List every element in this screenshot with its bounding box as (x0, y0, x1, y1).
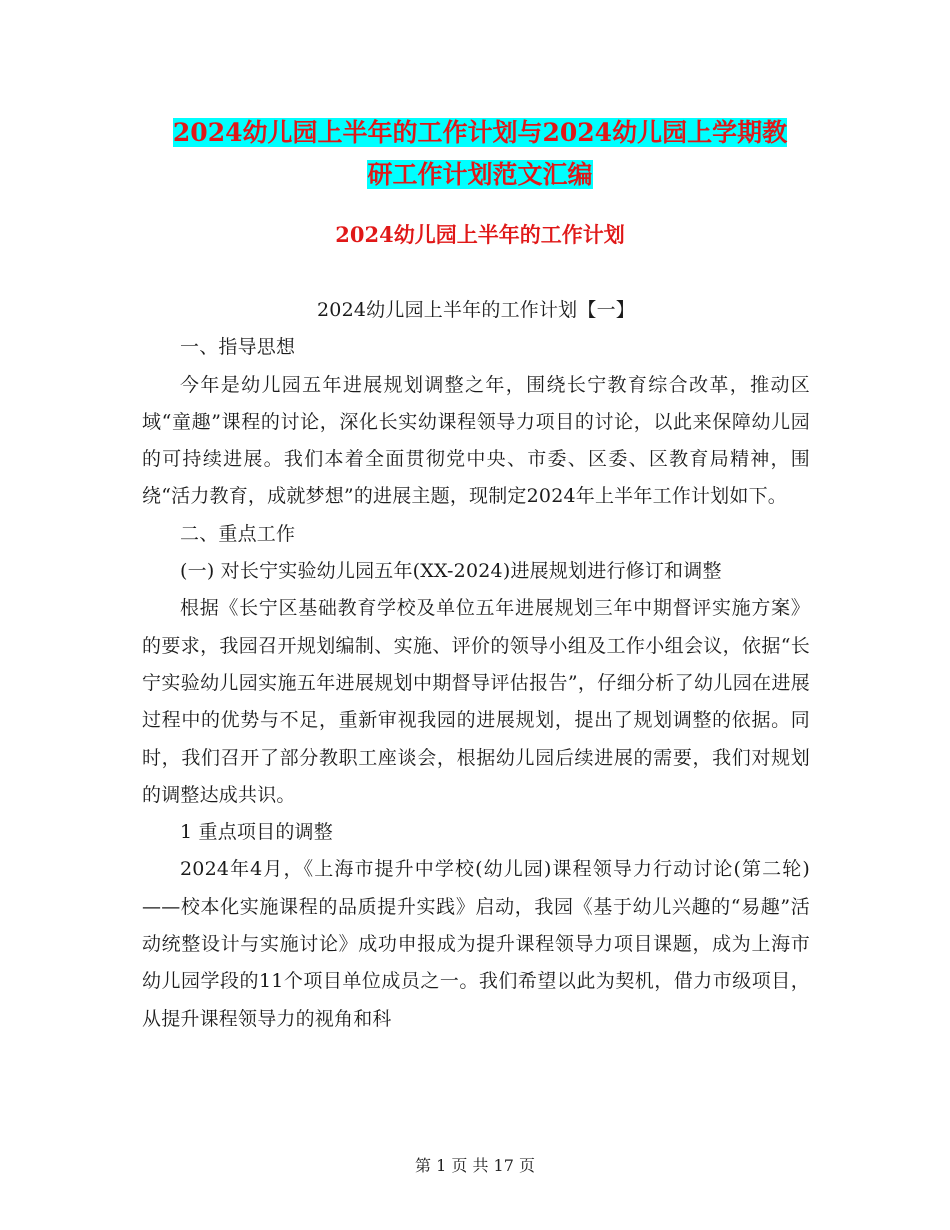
paragraph: 今年是幼儿园五年进展规划调整之年，围绕长宁教育综合改革，推动区域“童趣”课程的讨论，深化长实幼课程领导力项目的讨论，以此来保障幼儿园的可持续进展。我们本着全面贯彻党中央、市委、区委、区教育局精神，围绕“活力教育，成就梦想”的进展主题，现制定2024年上半年工作计划如下。 (142, 373, 810, 508)
document-body (142, 292, 810, 1038)
heading-key-work: 二、重点工作 (180, 522, 296, 545)
document-title-line-1: 2024幼儿园上半年的工作计划与2024幼儿园上学期教 (172, 118, 788, 147)
section-title: 2024幼儿园上半年的工作计划 (335, 222, 625, 247)
page-number-footer: 第 1 页 共 17 页 (415, 1156, 535, 1175)
subheading-key-project: 1 重点项目的调整 (180, 821, 333, 844)
document-title-line-2: 研工作计划范文汇编 (367, 160, 593, 189)
heading-guiding-thought: 一、指导思想 (180, 336, 296, 359)
document-title (140, 112, 820, 196)
paragraph: 2024年4月，《上海市提升中学校(幼儿园)课程领导力行动讨论(第二轮)——校本化实施课程的品质提升实践》启动，我园《基于幼儿兴趣的“易趣”活动统整设计与实施讨论》成功申报成为提升课程领导力项目课题，成为上海市幼儿园学段的11个项目单位成员之一。我们希望以此为契机，借力市级项目，从提升课程领导力的视角和科 (142, 858, 810, 1030)
subsection-heading: 2024幼儿园上半年的工作计划【一】 (317, 299, 635, 321)
paragraph: 根据《长宁区基础教育学校及单位五年进展规划三年中期督评实施方案》的要求，我园召开规划编制、实施、评价的领导小组及工作小组会议，依据“长宁实验幼儿园实施五年进展规划中期督导评估报告”，仔细分析了幼儿园在进展过程中的优势与不足，重新审视我园的进展规划，提出了规划调整的依据。同时，我们召开了部分教职工座谈会，根据幼儿园后续进展的需要，我们对规划的调整达成共识。 (142, 597, 810, 806)
subheading-plan-revision: (一) 对长宁实验幼儿园五年(XX-2024)进展规划进行修订和调整 (180, 560, 722, 583)
